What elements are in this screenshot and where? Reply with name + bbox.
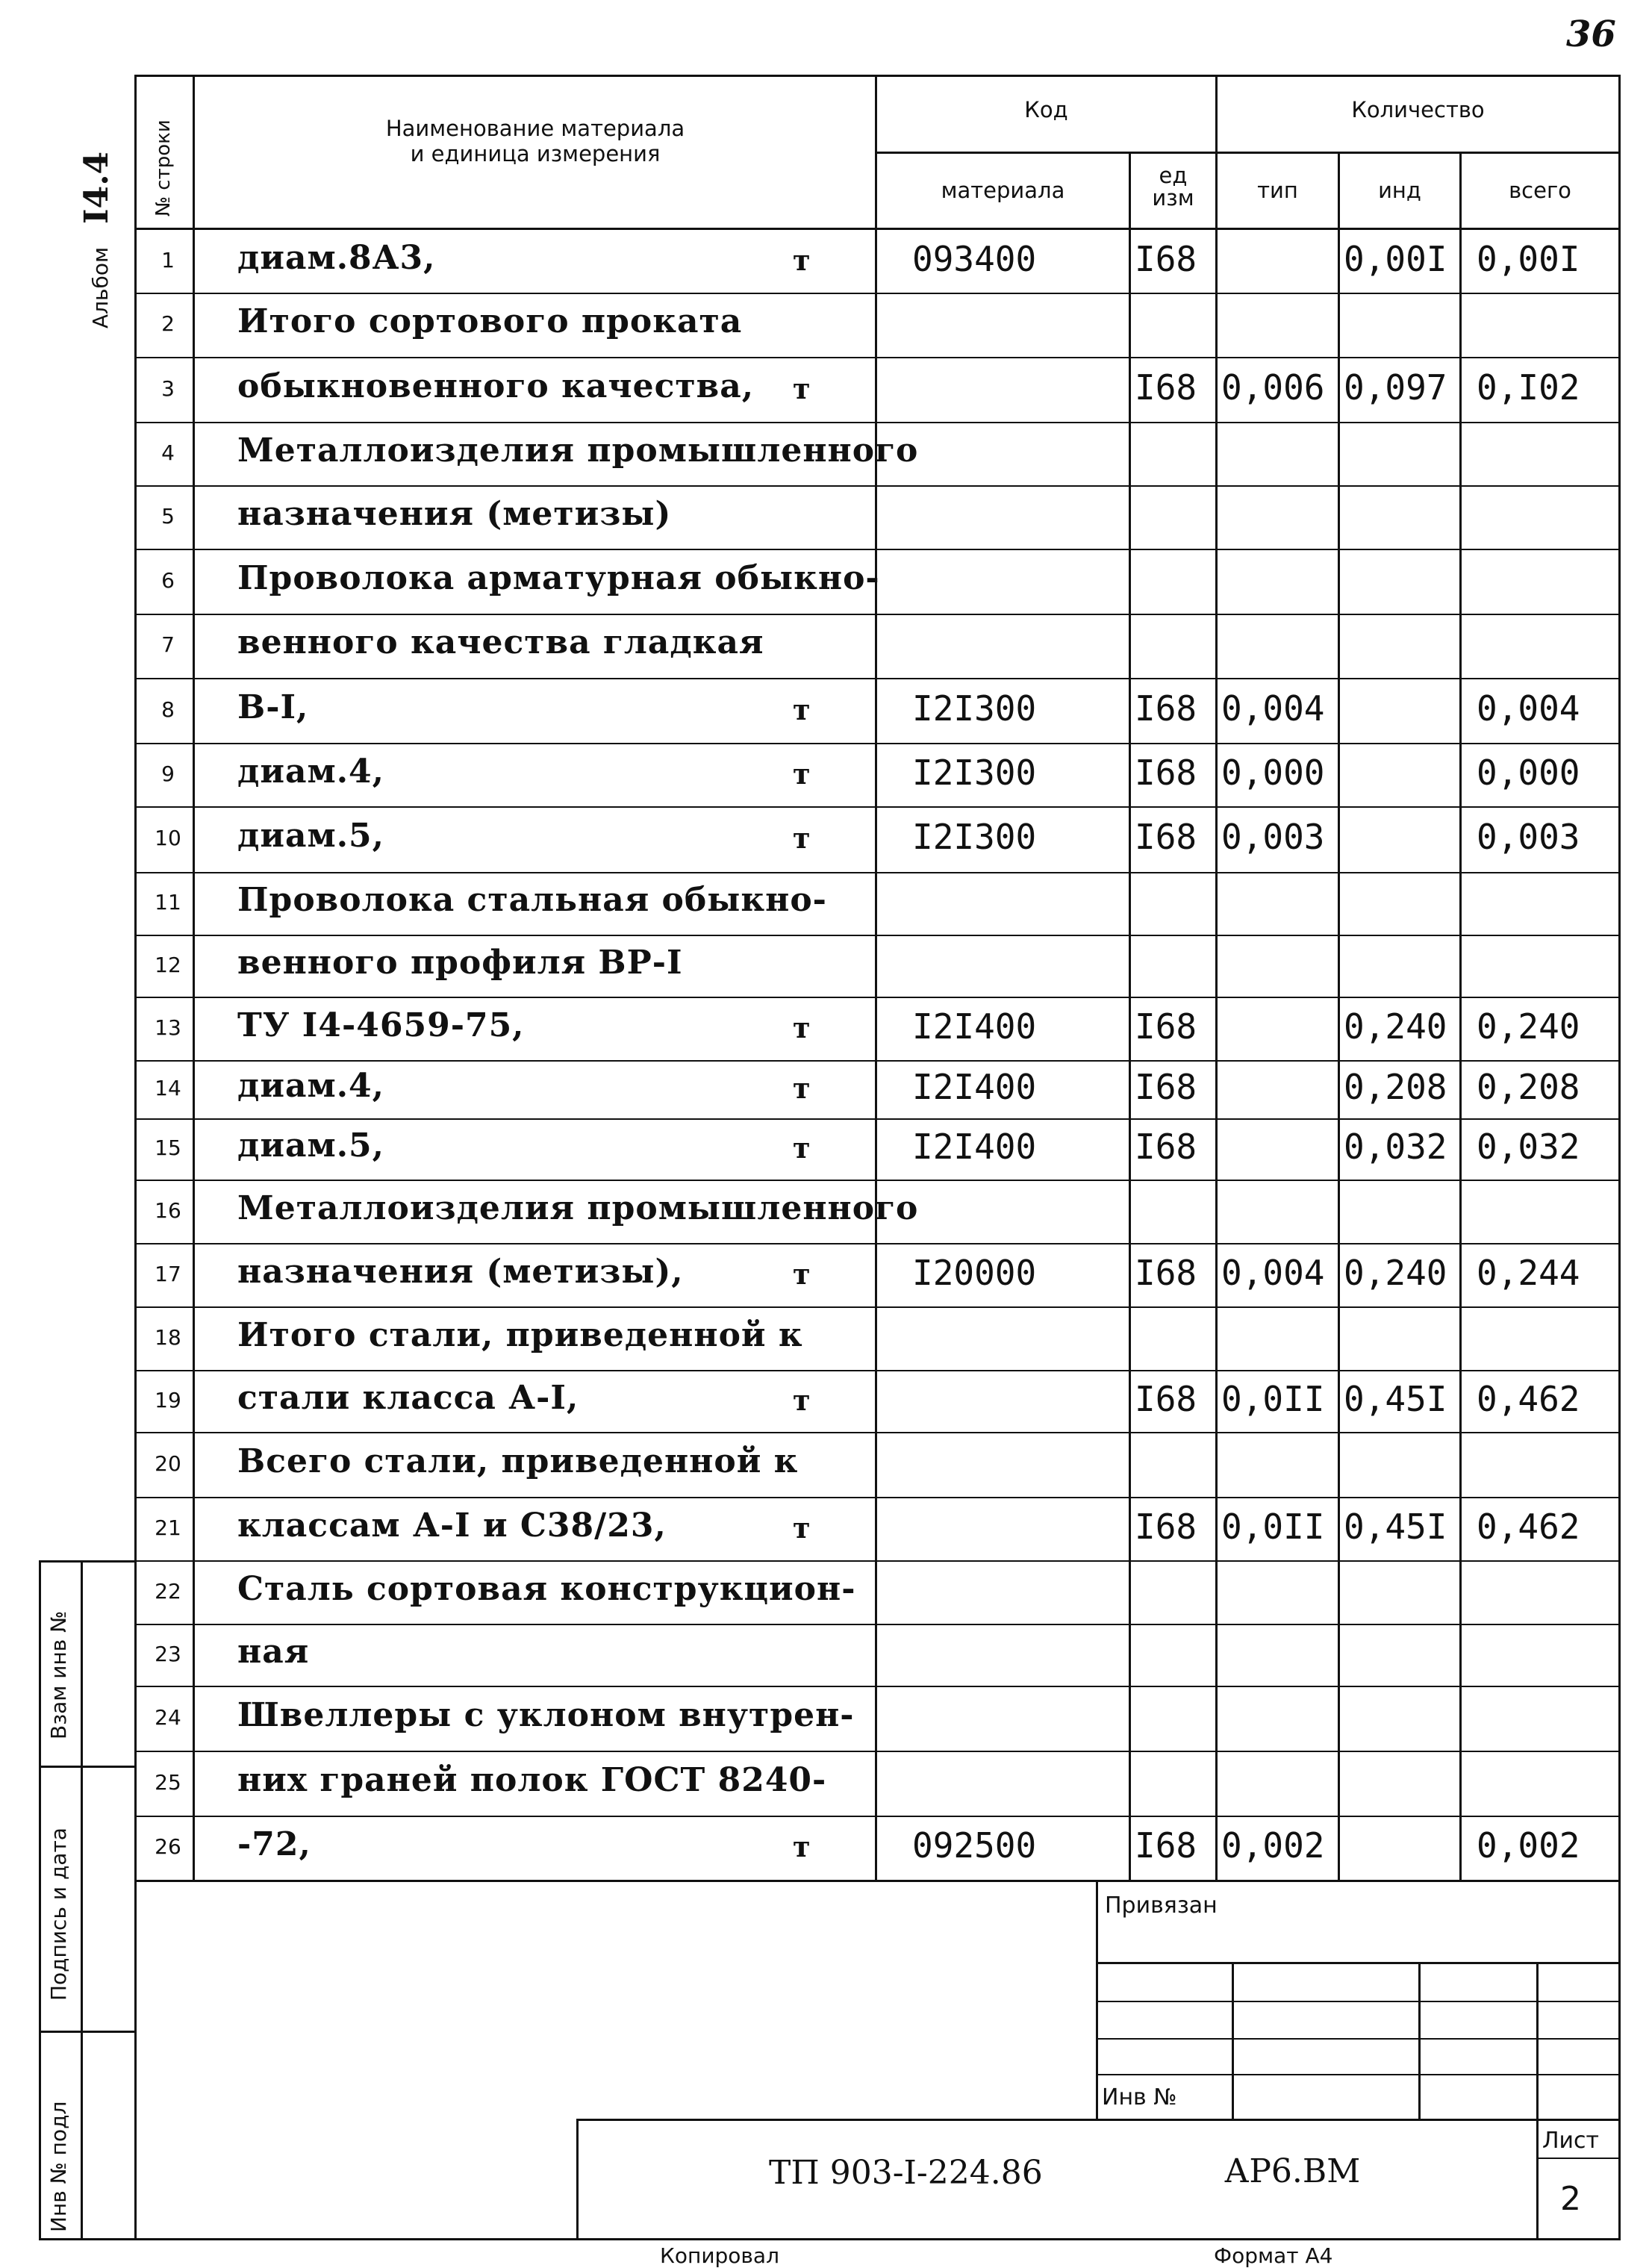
row-number: 17 (155, 1261, 181, 1286)
qty-ind: 0,240 (1344, 1006, 1447, 1047)
material-name: обыкновенного качества, (237, 367, 755, 405)
unit-code: I68 (1135, 1825, 1197, 1866)
qty-tip: 0,000 (1221, 752, 1325, 793)
material-name: Проволока стальная обыкно- (237, 881, 827, 919)
row-number: 9 (161, 761, 175, 786)
header-tip: тип (1257, 178, 1298, 203)
header-total: всего (1509, 178, 1571, 203)
copied-label: Копировал (660, 2243, 779, 2268)
qty-tip: 0,003 (1221, 817, 1325, 857)
row-number: 4 (161, 440, 175, 465)
material-name: венного профиля ВР-I (237, 943, 683, 982)
side-vzam-inv: Взам инв № (46, 1610, 71, 1739)
row-number: 22 (155, 1578, 181, 1604)
material-name: -72, (237, 1825, 311, 1863)
sheet-number: 2 (1560, 2180, 1581, 2218)
material-code: I2I400 (912, 1067, 1037, 1107)
unit-mark: т (793, 1256, 811, 1291)
qty-total: 0,I02 (1477, 367, 1580, 408)
header-row-no: № строки (152, 119, 175, 216)
unit-code: I68 (1135, 1506, 1197, 1547)
qty-total: 0,032 (1477, 1127, 1580, 1167)
qty-ind: 0,240 (1344, 1252, 1447, 1293)
row-number: 11 (155, 890, 181, 915)
qty-total: 0,00I (1477, 239, 1580, 279)
qty-ind: 0,097 (1344, 367, 1447, 408)
unit-mark: т (793, 821, 811, 855)
unit-mark: т (793, 243, 811, 277)
unit-mark: т (793, 1510, 811, 1545)
row-number: 20 (155, 1451, 181, 1476)
qty-total: 0,000 (1477, 752, 1580, 793)
unit-code: I68 (1135, 239, 1197, 279)
qty-tip: 0,004 (1221, 688, 1325, 729)
row-number: 25 (155, 1769, 181, 1795)
unit-mark: т (793, 1131, 811, 1165)
row-number: 21 (155, 1515, 181, 1540)
row-number: 10 (155, 826, 181, 850)
row-number: 3 (161, 376, 175, 401)
row-number: 26 (155, 1834, 181, 1859)
qty-total: 0,002 (1477, 1825, 1580, 1866)
row-number: 18 (155, 1324, 181, 1350)
qty-ind: 0,00I (1344, 239, 1447, 279)
format-label: Формат А4 (1214, 2243, 1333, 2268)
doc-code: ТП 903-I-224.86 (769, 2154, 1043, 2192)
qty-ind: 0,032 (1344, 1127, 1447, 1167)
material-name: Швеллеры с уклоном внутрен- (237, 1695, 855, 1734)
material-name: диам.5, (237, 1127, 384, 1165)
material-name: ТУ I4-4659-75, (237, 1006, 525, 1044)
row-number: 19 (155, 1387, 181, 1412)
sheet-label: Лист (1542, 2128, 1600, 2154)
unit-mark: т (793, 1830, 811, 1863)
inv-no-label: Инв № (1102, 2084, 1177, 2110)
doc-mark: АР6.ВМ (1224, 2152, 1361, 2190)
side-inv-podl: Инв № подл (46, 2101, 71, 2232)
unit-mark: т (793, 1010, 811, 1044)
header-quantity: Количество (1351, 97, 1485, 122)
side-podpis-data: Подпись и дата (46, 1828, 71, 2001)
qty-tip: 0,004 (1221, 1252, 1325, 1293)
unit-code: I68 (1135, 1252, 1197, 1293)
qty-tip: 0,006 (1221, 367, 1325, 408)
qty-tip: 0,0II (1221, 1378, 1325, 1419)
row-number: 12 (155, 952, 181, 977)
material-name: Металлоизделия промышленного (237, 431, 919, 470)
material-name: назначения (метизы), (237, 1252, 684, 1291)
material-code: I2I400 (912, 1006, 1037, 1047)
row-number: 13 (155, 1015, 181, 1040)
unit-mark: т (793, 756, 811, 791)
material-name: венного качества гладкая (237, 623, 764, 661)
material-name: диам.5, (237, 817, 384, 855)
unit-code: I68 (1135, 688, 1197, 729)
material-name: ная (237, 1632, 310, 1671)
material-name: назначения (метизы) (237, 494, 672, 533)
material-name: классам А-I и С38/23, (237, 1506, 667, 1545)
row-number: 23 (155, 1641, 181, 1666)
material-name: Металлоизделия промышленного (237, 1188, 919, 1227)
material-name: Итого сортового проката (237, 302, 743, 340)
row-number: 8 (161, 697, 175, 722)
row-number: 1 (161, 248, 175, 272)
row-number: 7 (161, 632, 175, 657)
header-unit: ед изм (1152, 163, 1194, 211)
header-code: Код (1024, 97, 1068, 122)
material-code: I2I400 (912, 1127, 1037, 1167)
unit-code: I68 (1135, 367, 1197, 408)
material-name: диам.4, (237, 1067, 384, 1105)
qty-total: 0,462 (1477, 1378, 1580, 1419)
material-name: Всего стали, приведенной к (237, 1442, 799, 1480)
header-ind: инд (1378, 178, 1421, 203)
row-number: 6 (161, 567, 175, 593)
unit-code: I68 (1135, 1006, 1197, 1047)
material-name: них граней полок ГОСТ 8240- (237, 1760, 827, 1799)
row-number: 5 (161, 503, 175, 529)
row-number: 15 (155, 1135, 181, 1160)
row-number: 2 (161, 311, 175, 336)
unit-code: I68 (1135, 817, 1197, 857)
qty-total: 0,240 (1477, 1006, 1580, 1047)
header-material: материала (941, 178, 1065, 203)
material-name: В-I, (237, 688, 309, 726)
material-name: Проволока арматурная обыкно- (237, 558, 880, 597)
material-name: стали класса А-I, (237, 1378, 579, 1417)
unit-code: I68 (1135, 1067, 1197, 1107)
unit-mark: т (793, 1383, 811, 1417)
material-code: 092500 (912, 1825, 1037, 1866)
qty-ind: 0,45I (1344, 1378, 1447, 1419)
unit-code: I68 (1135, 1127, 1197, 1167)
qty-total: 0,462 (1477, 1506, 1580, 1547)
material-name: диам.4, (237, 752, 384, 791)
unit-mark: т (793, 1071, 811, 1105)
album-number: I4.4 (78, 151, 116, 224)
header-name: Наименование материала и единица измерения (385, 116, 685, 166)
qty-total: 0,003 (1477, 817, 1580, 857)
qty-ind: 0,208 (1344, 1067, 1447, 1107)
material-code: I2I300 (912, 817, 1037, 857)
qty-total: 0,208 (1477, 1067, 1580, 1107)
album-label: Альбом (88, 246, 113, 328)
row-number: 24 (155, 1704, 181, 1730)
unit-code: I68 (1135, 1378, 1197, 1419)
row-number: 16 (155, 1197, 181, 1223)
unit-mark: т (793, 371, 811, 405)
privyazan-label: Привязан (1105, 1892, 1218, 1919)
qty-tip: 0,002 (1221, 1825, 1325, 1866)
qty-tip: 0,0II (1221, 1506, 1325, 1547)
page-number: 36 (1566, 13, 1616, 55)
row-number: 14 (155, 1076, 181, 1100)
qty-ind: 0,45I (1344, 1506, 1447, 1547)
unit-mark: т (793, 692, 811, 726)
material-code: I20000 (912, 1252, 1037, 1293)
material-name: Итого стали, приведенной к (237, 1315, 803, 1354)
material-code: I2I300 (912, 688, 1037, 729)
qty-total: 0,004 (1477, 688, 1580, 729)
material-name: диам.8А3, (237, 239, 436, 277)
unit-code: I68 (1135, 752, 1197, 793)
material-code: 093400 (912, 239, 1037, 279)
material-name: Сталь сортовая конструкцион- (237, 1569, 856, 1608)
qty-total: 0,244 (1477, 1252, 1580, 1293)
material-code: I2I300 (912, 752, 1037, 793)
